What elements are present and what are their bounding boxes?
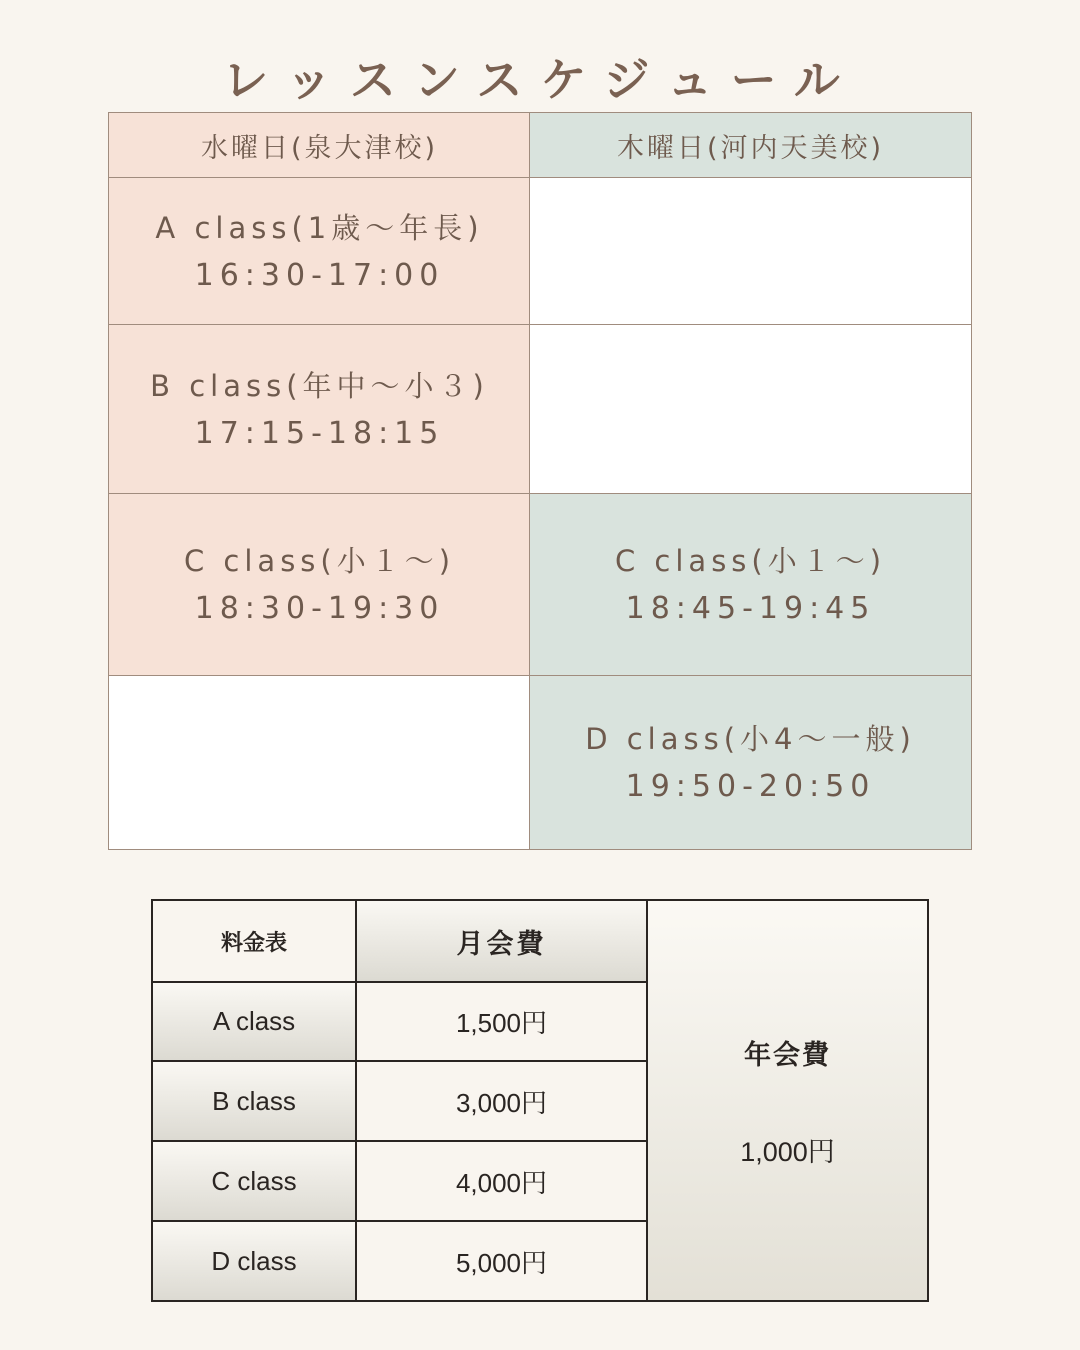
class-name: D class(小4～一般) xyxy=(585,721,916,756)
fee-table-label-text: 料金表 xyxy=(220,929,287,955)
class-time: 17:15-18:15 xyxy=(194,415,445,451)
header-wednesday-label: 水曜日(泉大津校) xyxy=(200,133,439,164)
wednesday-class-a xyxy=(109,178,530,325)
thursday-empty-a xyxy=(530,178,971,325)
fee-divider xyxy=(153,1060,646,1062)
thursday-class-c xyxy=(530,494,971,676)
fee-row-label xyxy=(153,983,355,1060)
fee-row-label-text: A class xyxy=(212,1006,296,1036)
fee-row-value-text: 4,000円 xyxy=(455,1167,548,1198)
grid-divider xyxy=(109,177,971,178)
wednesday-class-c xyxy=(109,494,530,676)
class-time: 18:30-19:30 xyxy=(194,591,445,626)
fee-row-value-text: 1,500円 xyxy=(455,1008,548,1038)
class-time: 18:45-19:45 xyxy=(625,591,876,626)
fee-row-value xyxy=(357,1142,646,1220)
grid-divider xyxy=(109,493,971,494)
annual-fee xyxy=(648,901,927,1300)
fee-row-label xyxy=(153,1222,355,1300)
fee-table xyxy=(151,899,929,1302)
class-name: C class(小１～) xyxy=(183,544,456,578)
wednesday-class-b xyxy=(109,325,530,494)
fee-row-value xyxy=(357,1222,646,1300)
grid-divider xyxy=(529,113,530,849)
wednesday-empty-d xyxy=(109,676,530,849)
fee-table-label xyxy=(153,901,355,981)
fee-row-value-text: 5,000円 xyxy=(455,1247,548,1278)
annual-fee-value: 1,000円 xyxy=(740,1136,835,1167)
fee-row-value xyxy=(357,1062,646,1140)
fee-row-label xyxy=(153,1062,355,1140)
grid-divider xyxy=(109,675,971,676)
fee-row-label xyxy=(153,1142,355,1220)
fee-divider xyxy=(153,1140,646,1142)
header-wednesday xyxy=(109,113,530,178)
thursday-class-d xyxy=(530,676,971,849)
annual-fee-label: 年会費 xyxy=(744,1039,831,1070)
monthly-fee-header-text: 月会費 xyxy=(456,928,547,959)
header-thursday xyxy=(530,113,971,178)
fee-divider xyxy=(355,901,357,1300)
class-time: 16:30-17:00 xyxy=(194,257,445,293)
class-name: A class(1歳～年長) xyxy=(155,210,484,245)
grid-divider xyxy=(109,324,971,325)
fee-row-value xyxy=(357,983,646,1060)
monthly-fee-header xyxy=(357,901,646,981)
page-title: レッスンスケジュール xyxy=(222,53,858,107)
class-name: B class(年中～小３) xyxy=(150,368,489,403)
fee-divider xyxy=(646,901,648,1300)
fee-divider xyxy=(153,1220,646,1222)
schedule-table xyxy=(108,112,972,850)
fee-divider xyxy=(153,981,646,983)
class-name: C class(小１～) xyxy=(614,544,887,578)
class-time: 19:50-20:50 xyxy=(625,768,876,804)
fee-row-label-text: B class xyxy=(212,1085,296,1116)
thursday-empty-b xyxy=(530,325,971,494)
fee-row-value-text: 3,000円 xyxy=(455,1087,548,1118)
fee-row-label-text: D class xyxy=(211,1245,297,1276)
header-thursday-label: 木曜日(河内天美校) xyxy=(616,133,885,164)
fee-row-label-text: C class xyxy=(211,1165,297,1196)
